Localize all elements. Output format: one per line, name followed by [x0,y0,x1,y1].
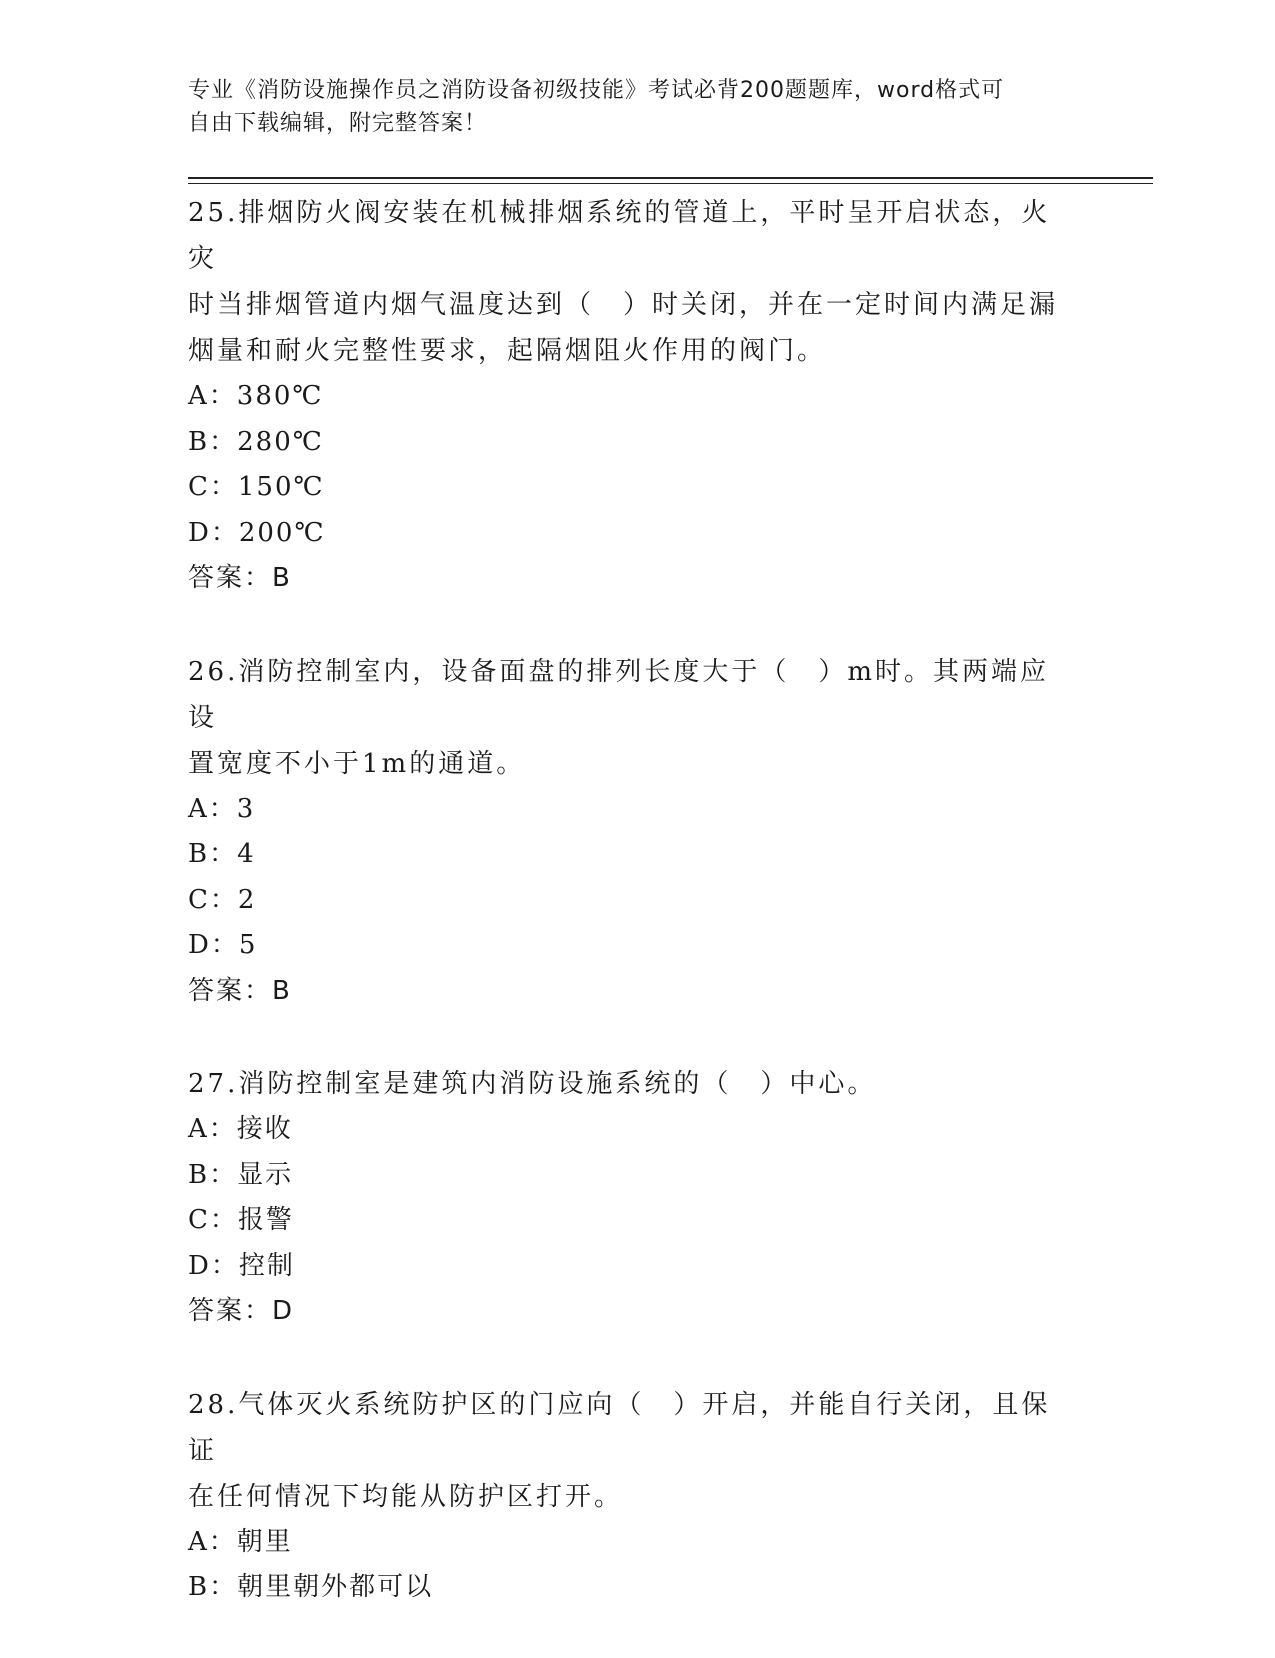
stem-line: 28.气体灭火系统防护区的门应向（ ）开启，并能自行关闭，且保证 [188,1389,1051,1466]
question-27 [188,1061,1088,1335]
option-b: B：4 [188,839,256,869]
option-b: B：朝里朝外都可以 [188,1572,434,1602]
answer: 答案：D [188,1296,295,1326]
option-a: A：380℃ [188,381,324,411]
stem-line: 25.排烟防火阀安装在机械排烟系统的管道上，平时呈开启状态，火灾 [188,198,1051,274]
stem-line: 置宽度不小于1m的通道。 [188,748,526,779]
option-a: A：朝里 [188,1526,293,1557]
document-header [188,74,1068,140]
stem-line: 26.消防控制室内，设备面盘的排列长度大于（ ）m时。其两端应设 [188,656,1050,733]
stem-line: 在任何情况下均能从防护区打开。 [188,1481,624,1512]
header-line-2: 自由下载编辑，附完整答案！ [188,111,488,136]
option-c: C：2 [188,884,257,915]
question-25 [188,190,1088,602]
answer: 答案：B [188,975,292,1006]
question-26 [188,649,1088,1015]
option-d: D：5 [188,930,258,960]
stem-line: 27.消防控制室是建筑内消防设施系统的（ ）中心。 [188,1069,877,1099]
option-b: B：280℃ [188,426,324,457]
option-c: C：报警 [188,1205,294,1235]
question-stem [188,1061,1068,1107]
answer: 答案：B [188,563,292,593]
option-a: A：3 [188,793,256,824]
question-28 [188,1382,1088,1611]
stem-line: 时当排烟管道内烟气温度达到（ ）时关闭，并在一定时间内满足漏 [188,290,1059,320]
header-divider-bottom [188,183,1153,184]
question-stem [188,1382,1068,1520]
question-stem [188,649,1068,787]
option-d: D：控制 [188,1250,295,1281]
option-b: B：显示 [188,1159,294,1190]
stem-line: 烟量和耐火完整性要求，起隔烟阻火作用的阀门。 [188,336,827,366]
header-line-1: 专业《消防设施操作员之消防设备初级技能》考试必背200题题库，word格式可 [188,78,1005,103]
option-d: D：200℃ [188,517,326,548]
option-c: C：150℃ [188,472,325,502]
question-list [188,190,1088,1658]
option-a: A：接收 [188,1114,293,1144]
header-divider-top [188,177,1153,179]
question-stem [188,190,1068,374]
